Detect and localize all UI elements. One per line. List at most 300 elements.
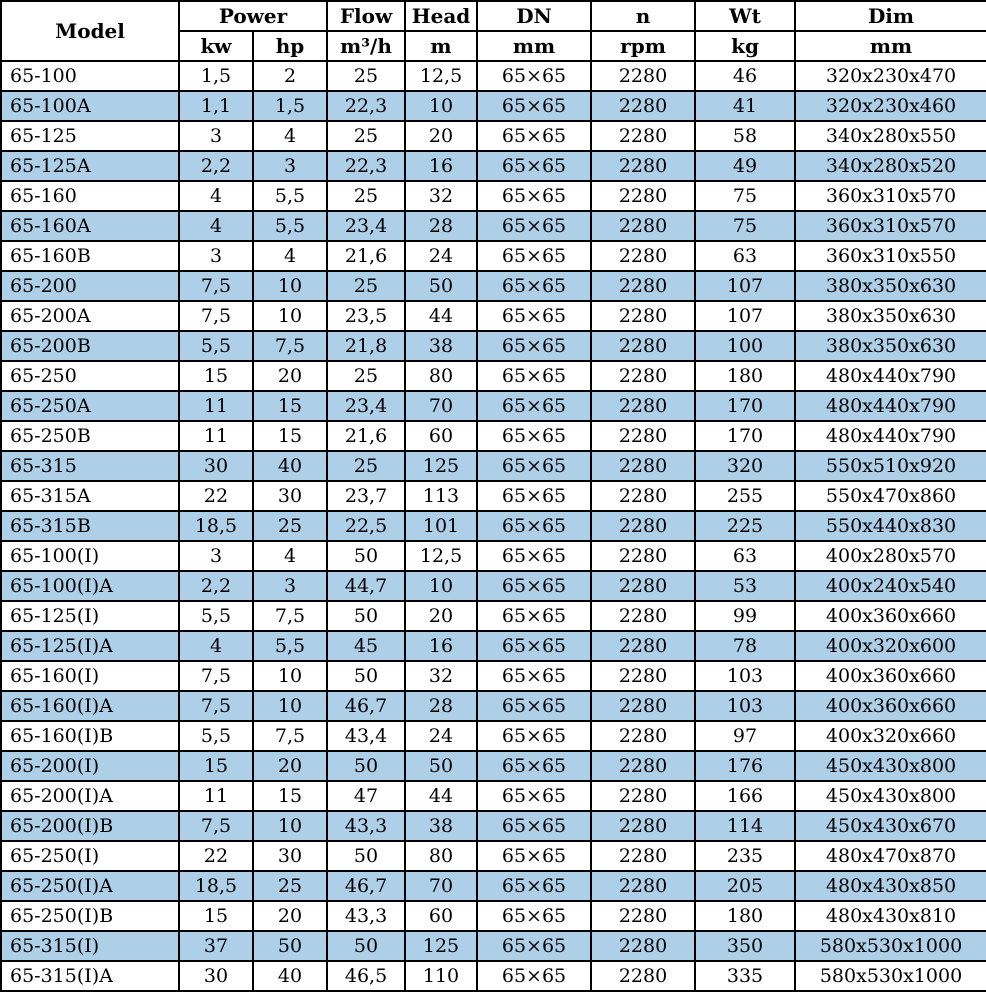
cell-flow: 46,7 — [327, 691, 405, 721]
cell-hp: 10 — [253, 301, 327, 331]
header-unit-4: mm — [477, 31, 591, 61]
table-row — [1, 691, 986, 721]
cell-kw: 11 — [179, 391, 253, 421]
cell-model: 65-160B — [1, 241, 179, 271]
header-dim: Dim — [795, 1, 986, 31]
cell-kw: 7,5 — [179, 811, 253, 841]
cell-hp: 4 — [253, 541, 327, 571]
cell-dn: 65×65 — [477, 151, 591, 181]
cell-dn: 65×65 — [477, 301, 591, 331]
cell-wt: 100 — [695, 331, 795, 361]
cell-head: 24 — [405, 241, 477, 271]
cell-dn: 65×65 — [477, 451, 591, 481]
cell-flow: 25 — [327, 451, 405, 481]
cell-kw: 1,5 — [179, 61, 253, 91]
cell-n: 2280 — [591, 331, 695, 361]
cell-head: 32 — [405, 661, 477, 691]
cell-hp: 25 — [253, 511, 327, 541]
cell-kw: 4 — [179, 211, 253, 241]
cell-kw: 5,5 — [179, 601, 253, 631]
cell-wt: 99 — [695, 601, 795, 631]
cell-model: 65-315A — [1, 481, 179, 511]
cell-model: 65-200 — [1, 271, 179, 301]
cell-wt: 63 — [695, 541, 795, 571]
cell-flow: 25 — [327, 271, 405, 301]
cell-flow: 50 — [327, 751, 405, 781]
cell-flow: 50 — [327, 541, 405, 571]
cell-dim: 450x430x670 — [795, 811, 986, 841]
cell-hp: 10 — [253, 271, 327, 301]
cell-hp: 7,5 — [253, 721, 327, 751]
cell-dn: 65×65 — [477, 751, 591, 781]
cell-dim: 480x430x850 — [795, 871, 986, 901]
header-unit-1: hp — [253, 31, 327, 61]
cell-dim: 340x280x520 — [795, 151, 986, 181]
cell-dim: 480x440x790 — [795, 361, 986, 391]
cell-n: 2280 — [591, 721, 695, 751]
cell-dn: 65×65 — [477, 211, 591, 241]
header-unit-3: m — [405, 31, 477, 61]
cell-flow: 23,4 — [327, 391, 405, 421]
cell-dim: 400x320x600 — [795, 631, 986, 661]
cell-head: 20 — [405, 121, 477, 151]
cell-hp: 2 — [253, 61, 327, 91]
cell-n: 2280 — [591, 631, 695, 661]
table-row — [1, 391, 986, 421]
table-row — [1, 151, 986, 181]
cell-dim: 320x230x460 — [795, 91, 986, 121]
cell-dim: 450x430x800 — [795, 781, 986, 811]
cell-flow: 46,5 — [327, 961, 405, 991]
cell-dn: 65×65 — [477, 421, 591, 451]
cell-flow: 22,3 — [327, 91, 405, 121]
cell-flow: 45 — [327, 631, 405, 661]
cell-dn: 65×65 — [477, 961, 591, 991]
cell-hp: 30 — [253, 481, 327, 511]
cell-wt: 205 — [695, 871, 795, 901]
cell-dim: 360x310x550 — [795, 241, 986, 271]
table-row — [1, 961, 986, 991]
cell-n: 2280 — [591, 961, 695, 991]
cell-wt: 63 — [695, 241, 795, 271]
cell-head: 125 — [405, 451, 477, 481]
cell-dn: 65×65 — [477, 601, 591, 631]
cell-kw: 18,5 — [179, 871, 253, 901]
cell-dn: 65×65 — [477, 631, 591, 661]
cell-model: 65-250(I)A — [1, 871, 179, 901]
cell-wt: 320 — [695, 451, 795, 481]
cell-kw: 11 — [179, 781, 253, 811]
cell-kw: 18,5 — [179, 511, 253, 541]
cell-kw: 4 — [179, 631, 253, 661]
cell-hp: 4 — [253, 241, 327, 271]
cell-dn: 65×65 — [477, 511, 591, 541]
cell-dim: 400x360x660 — [795, 601, 986, 631]
cell-hp: 3 — [253, 571, 327, 601]
header-power: Power — [179, 1, 327, 31]
cell-flow: 22,3 — [327, 151, 405, 181]
cell-hp: 25 — [253, 871, 327, 901]
cell-kw: 7,5 — [179, 301, 253, 331]
cell-kw: 11 — [179, 421, 253, 451]
cell-kw: 37 — [179, 931, 253, 961]
table-row — [1, 871, 986, 901]
cell-n: 2280 — [591, 301, 695, 331]
cell-wt: 53 — [695, 571, 795, 601]
table-row — [1, 541, 986, 571]
header-flow: Flow — [327, 1, 405, 31]
cell-dim: 400x360x660 — [795, 661, 986, 691]
cell-flow: 22,5 — [327, 511, 405, 541]
cell-flow: 43,4 — [327, 721, 405, 751]
cell-n: 2280 — [591, 421, 695, 451]
cell-model: 65-250(I)B — [1, 901, 179, 931]
cell-model: 65-160(I)A — [1, 691, 179, 721]
cell-n: 2280 — [591, 121, 695, 151]
cell-head: 12,5 — [405, 61, 477, 91]
cell-dn: 65×65 — [477, 811, 591, 841]
cell-model: 65-315(I) — [1, 931, 179, 961]
cell-dn: 65×65 — [477, 331, 591, 361]
cell-head: 12,5 — [405, 541, 477, 571]
table-row — [1, 481, 986, 511]
cell-kw: 22 — [179, 481, 253, 511]
cell-model: 65-250B — [1, 421, 179, 451]
cell-dim: 450x430x800 — [795, 751, 986, 781]
cell-wt: 103 — [695, 661, 795, 691]
cell-wt: 97 — [695, 721, 795, 751]
cell-n: 2280 — [591, 541, 695, 571]
cell-dim: 580x530x1000 — [795, 931, 986, 961]
cell-dn: 65×65 — [477, 841, 591, 871]
cell-dn: 65×65 — [477, 61, 591, 91]
header-row-titles — [1, 1, 986, 31]
cell-kw: 30 — [179, 961, 253, 991]
cell-head: 60 — [405, 421, 477, 451]
cell-model: 65-315 — [1, 451, 179, 481]
cell-flow: 50 — [327, 931, 405, 961]
table-row — [1, 361, 986, 391]
cell-wt: 78 — [695, 631, 795, 661]
cell-kw: 2,2 — [179, 571, 253, 601]
cell-hp: 20 — [253, 901, 327, 931]
cell-n: 2280 — [591, 931, 695, 961]
table-row — [1, 121, 986, 151]
cell-kw: 7,5 — [179, 691, 253, 721]
header-unit-2: m³/h — [327, 31, 405, 61]
cell-head: 24 — [405, 721, 477, 751]
table-row — [1, 901, 986, 931]
cell-head: 110 — [405, 961, 477, 991]
cell-wt: 176 — [695, 751, 795, 781]
cell-n: 2280 — [591, 691, 695, 721]
cell-hp: 15 — [253, 781, 327, 811]
cell-flow: 46,7 — [327, 871, 405, 901]
cell-flow: 25 — [327, 61, 405, 91]
table-body — [1, 61, 986, 991]
cell-head: 44 — [405, 781, 477, 811]
cell-model: 65-315(I)A — [1, 961, 179, 991]
cell-n: 2280 — [591, 841, 695, 871]
cell-kw: 3 — [179, 121, 253, 151]
cell-hp: 10 — [253, 811, 327, 841]
cell-dim: 320x230x470 — [795, 61, 986, 91]
table-header — [1, 1, 986, 61]
cell-wt: 46 — [695, 61, 795, 91]
header-wt: Wt — [695, 1, 795, 31]
cell-wt: 335 — [695, 961, 795, 991]
cell-kw: 4 — [179, 181, 253, 211]
cell-n: 2280 — [591, 151, 695, 181]
cell-flow: 25 — [327, 121, 405, 151]
cell-dn: 65×65 — [477, 661, 591, 691]
table-row — [1, 301, 986, 331]
cell-head: 32 — [405, 181, 477, 211]
cell-dn: 65×65 — [477, 691, 591, 721]
cell-hp: 30 — [253, 841, 327, 871]
cell-dn: 65×65 — [477, 571, 591, 601]
cell-model: 65-160 — [1, 181, 179, 211]
cell-model: 65-160(I) — [1, 661, 179, 691]
cell-flow: 47 — [327, 781, 405, 811]
cell-n: 2280 — [591, 571, 695, 601]
cell-model: 65-125A — [1, 151, 179, 181]
cell-wt: 350 — [695, 931, 795, 961]
cell-wt: 180 — [695, 361, 795, 391]
cell-hp: 40 — [253, 451, 327, 481]
cell-model: 65-125 — [1, 121, 179, 151]
cell-hp: 7,5 — [253, 601, 327, 631]
cell-head: 50 — [405, 751, 477, 781]
cell-n: 2280 — [591, 91, 695, 121]
header-unit-5: rpm — [591, 31, 695, 61]
cell-head: 28 — [405, 211, 477, 241]
cell-n: 2280 — [591, 871, 695, 901]
table-row — [1, 781, 986, 811]
cell-n: 2280 — [591, 751, 695, 781]
cell-head: 125 — [405, 931, 477, 961]
cell-n: 2280 — [591, 601, 695, 631]
cell-model: 65-200(I) — [1, 751, 179, 781]
cell-flow: 23,5 — [327, 301, 405, 331]
cell-dim: 400x240x540 — [795, 571, 986, 601]
header-unit-0: kw — [179, 31, 253, 61]
table-row — [1, 91, 986, 121]
cell-flow: 43,3 — [327, 811, 405, 841]
table-row — [1, 511, 986, 541]
header-n: n — [591, 1, 695, 31]
cell-wt: 225 — [695, 511, 795, 541]
table-row — [1, 811, 986, 841]
cell-model: 65-250A — [1, 391, 179, 421]
cell-dim: 400x320x660 — [795, 721, 986, 751]
cell-wt: 170 — [695, 391, 795, 421]
cell-head: 44 — [405, 301, 477, 331]
cell-n: 2280 — [591, 391, 695, 421]
cell-model: 65-315B — [1, 511, 179, 541]
cell-kw: 7,5 — [179, 661, 253, 691]
cell-n: 2280 — [591, 781, 695, 811]
table-row — [1, 631, 986, 661]
cell-hp: 15 — [253, 421, 327, 451]
cell-kw: 3 — [179, 541, 253, 571]
cell-kw: 15 — [179, 361, 253, 391]
cell-n: 2280 — [591, 451, 695, 481]
cell-dim: 380x350x630 — [795, 331, 986, 361]
cell-head: 113 — [405, 481, 477, 511]
cell-n: 2280 — [591, 361, 695, 391]
cell-head: 60 — [405, 901, 477, 931]
header-dn: DN — [477, 1, 591, 31]
cell-dim: 550x470x860 — [795, 481, 986, 511]
cell-flow: 50 — [327, 661, 405, 691]
cell-hp: 20 — [253, 751, 327, 781]
cell-kw: 15 — [179, 901, 253, 931]
cell-dim: 400x360x660 — [795, 691, 986, 721]
cell-dim: 360x310x570 — [795, 211, 986, 241]
cell-hp: 1,5 — [253, 91, 327, 121]
cell-dim: 480x430x810 — [795, 901, 986, 931]
cell-head: 16 — [405, 631, 477, 661]
cell-dn: 65×65 — [477, 781, 591, 811]
cell-dn: 65×65 — [477, 901, 591, 931]
cell-wt: 107 — [695, 271, 795, 301]
cell-head: 10 — [405, 571, 477, 601]
table-row — [1, 421, 986, 451]
cell-head: 101 — [405, 511, 477, 541]
cell-hp: 40 — [253, 961, 327, 991]
cell-hp: 10 — [253, 691, 327, 721]
cell-model: 65-200(I)B — [1, 811, 179, 841]
cell-model: 65-200(I)A — [1, 781, 179, 811]
header-model: Model — [1, 1, 179, 61]
cell-head: 38 — [405, 331, 477, 361]
cell-model: 65-100 — [1, 61, 179, 91]
cell-wt: 170 — [695, 421, 795, 451]
cell-dn: 65×65 — [477, 931, 591, 961]
cell-model: 65-200A — [1, 301, 179, 331]
cell-kw: 3 — [179, 241, 253, 271]
cell-flow: 25 — [327, 361, 405, 391]
cell-hp: 5,5 — [253, 211, 327, 241]
cell-n: 2280 — [591, 211, 695, 241]
cell-dim: 340x280x550 — [795, 121, 986, 151]
cell-head: 70 — [405, 391, 477, 421]
cell-head: 10 — [405, 91, 477, 121]
cell-wt: 107 — [695, 301, 795, 331]
table-row — [1, 751, 986, 781]
cell-kw: 5,5 — [179, 721, 253, 751]
cell-hp: 50 — [253, 931, 327, 961]
cell-wt: 75 — [695, 211, 795, 241]
cell-n: 2280 — [591, 511, 695, 541]
cell-dn: 65×65 — [477, 121, 591, 151]
cell-wt: 75 — [695, 181, 795, 211]
table-row — [1, 571, 986, 601]
cell-dim: 400x280x570 — [795, 541, 986, 571]
cell-hp: 7,5 — [253, 331, 327, 361]
cell-model: 65-100(I)A — [1, 571, 179, 601]
table-row — [1, 331, 986, 361]
cell-model: 65-160A — [1, 211, 179, 241]
table-row — [1, 841, 986, 871]
cell-dn: 65×65 — [477, 481, 591, 511]
table-row — [1, 241, 986, 271]
cell-flow: 21,6 — [327, 421, 405, 451]
cell-n: 2280 — [591, 61, 695, 91]
cell-dn: 65×65 — [477, 91, 591, 121]
cell-model: 65-100A — [1, 91, 179, 121]
cell-n: 2280 — [591, 661, 695, 691]
cell-dim: 380x350x630 — [795, 301, 986, 331]
cell-dim: 360x310x570 — [795, 181, 986, 211]
table-row — [1, 271, 986, 301]
cell-model: 65-125(I) — [1, 601, 179, 631]
cell-wt: 58 — [695, 121, 795, 151]
cell-kw: 2,2 — [179, 151, 253, 181]
cell-hp: 3 — [253, 151, 327, 181]
table-row — [1, 211, 986, 241]
cell-dn: 65×65 — [477, 361, 591, 391]
cell-wt: 114 — [695, 811, 795, 841]
header-head: Head — [405, 1, 477, 31]
cell-dn: 65×65 — [477, 241, 591, 271]
cell-head: 50 — [405, 271, 477, 301]
cell-dim: 550x440x830 — [795, 511, 986, 541]
header-unit-6: kg — [695, 31, 795, 61]
cell-n: 2280 — [591, 901, 695, 931]
cell-head: 16 — [405, 151, 477, 181]
cell-dim: 480x440x790 — [795, 391, 986, 421]
cell-flow: 23,4 — [327, 211, 405, 241]
cell-hp: 10 — [253, 661, 327, 691]
table-row — [1, 61, 986, 91]
cell-kw: 5,5 — [179, 331, 253, 361]
cell-flow: 23,7 — [327, 481, 405, 511]
table-row — [1, 661, 986, 691]
cell-hp: 20 — [253, 361, 327, 391]
cell-model: 65-100(I) — [1, 541, 179, 571]
cell-flow: 50 — [327, 601, 405, 631]
cell-dim: 580x530x1000 — [795, 961, 986, 991]
cell-head: 70 — [405, 871, 477, 901]
cell-hp: 5,5 — [253, 631, 327, 661]
cell-wt: 103 — [695, 691, 795, 721]
table-row — [1, 931, 986, 961]
cell-kw: 15 — [179, 751, 253, 781]
cell-head: 20 — [405, 601, 477, 631]
cell-dn: 65×65 — [477, 391, 591, 421]
cell-model: 65-160(I)B — [1, 721, 179, 751]
cell-kw: 22 — [179, 841, 253, 871]
cell-flow: 21,8 — [327, 331, 405, 361]
cell-head: 80 — [405, 361, 477, 391]
table-row — [1, 721, 986, 751]
cell-wt: 255 — [695, 481, 795, 511]
cell-n: 2280 — [591, 241, 695, 271]
cell-dn: 65×65 — [477, 181, 591, 211]
cell-dim: 480x440x790 — [795, 421, 986, 451]
cell-n: 2280 — [591, 181, 695, 211]
cell-n: 2280 — [591, 271, 695, 301]
cell-wt: 41 — [695, 91, 795, 121]
cell-wt: 180 — [695, 901, 795, 931]
header-unit-7: mm — [795, 31, 986, 61]
cell-kw: 30 — [179, 451, 253, 481]
cell-flow: 44,7 — [327, 571, 405, 601]
cell-model: 65-125(I)A — [1, 631, 179, 661]
cell-dn: 65×65 — [477, 721, 591, 751]
